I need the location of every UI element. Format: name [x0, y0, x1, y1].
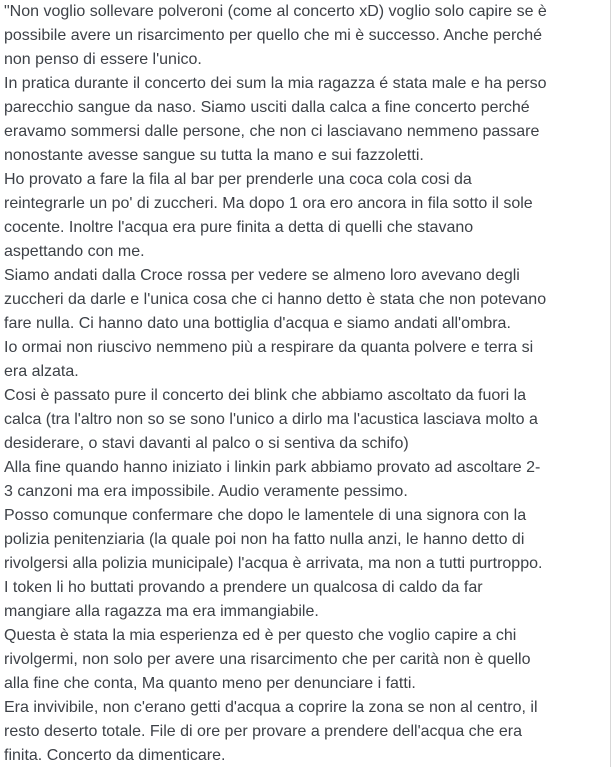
text-line: desiderare, o stavi davanti al palco o si sentiva da schifo): [4, 435, 409, 452]
text-line: resto deserto totale. File di ore per provare a prendere dell'acqua che era: [4, 723, 523, 740]
text-line: Alla fine quando hanno iniziato i linkin park abbiamo provato ad ascoltare 2-: [4, 459, 541, 476]
post-text: [4, 0, 610, 768]
text-line: polizia penitenziaria (la quale poi non ha fatto nulla anzi, le hanno detto di: [4, 531, 525, 548]
text-line: 3 canzoni ma era impossibile. Audio veramente pessimo.: [4, 483, 408, 500]
text-line: Era invivibile, non c'erano getti d'acqua a coprire la zona se non al centro, il: [4, 699, 538, 716]
text-line: fare nulla. Ci hanno dato una bottiglia d'acqua e siamo andati all'ombra.: [4, 315, 511, 332]
text-line: Io ormai non riuscivo nemmeno più a respirare da quanta polvere e terra si: [4, 339, 534, 356]
text-line: Siamo andati dalla Croce rossa per vedere se almeno loro avevano degli: [4, 267, 520, 284]
text-line: "Non voglio sollevare polveroni (come al concerto xD) voglio solo capire se è: [4, 3, 547, 20]
text-line: Ho provato a fare la fila al bar per prenderle una coca cola cosi da: [4, 171, 472, 188]
text-line: I token li ho buttati provando a prendere un qualcosa di caldo da far: [4, 579, 483, 596]
text-line: reintegrarle un po' di zuccheri. Ma dopo 1 ora ero ancora in fila sotto il sole: [4, 195, 533, 212]
text-line: Questa è stata la mia esperienza ed è per questo che voglio capire a chi: [4, 627, 517, 644]
text-line: eravamo sommersi dalle persone, che non ci lasciavano nemmeno passare: [4, 123, 540, 140]
text-line: parecchio sangue da naso. Siamo usciti dalla calca a fine concerto perché: [4, 99, 530, 116]
text-line: cocente. Inoltre l'acqua era pure finita a detta di quelli che stavano: [4, 219, 474, 236]
text-line: calca (tra l'altro non so se sono l'unico a dirlo ma l'acustica lasciava molto a: [4, 411, 538, 428]
text-line: Posso comunque confermare che dopo le lamentele di una signora con la: [4, 507, 527, 524]
text-line: In pratica durante il concerto dei sum la mia ragazza é stata male e ha perso: [4, 75, 547, 92]
text-line: Cosi è passato pure il concerto dei blink che abbiamo ascoltato da fuori la: [4, 387, 527, 404]
text-line: zuccheri da darle e l'unica cosa che ci hanno detto è stata che non potevano: [4, 291, 547, 308]
text-line: era alzata.: [4, 363, 79, 380]
text-line: rivolgermi, non solo per avere una risarcimento che per carità non è quello: [4, 651, 531, 668]
text-line: nonostante avesse sangue su tutta la mano e sui fazzoletti.: [4, 147, 424, 164]
text-line: non penso di essere l'unico.: [4, 51, 202, 68]
text-line: possibile avere un risarcimento per quello che mi è successo. Anche perché: [4, 27, 543, 44]
text-line: mangiare alla ragazza ma era immangiabile.: [4, 603, 319, 620]
text-line: aspettando con me.: [4, 243, 145, 260]
text-line: rivolgersi alla polizia municipale) l'acqua è arrivata, ma non a tutti purtroppo.: [4, 555, 543, 572]
text-line: finita. Concerto da dimenticare.: [4, 747, 226, 764]
text-line: alla fine che conta, Ma quanto meno per denunciare i fatti.: [4, 675, 416, 692]
